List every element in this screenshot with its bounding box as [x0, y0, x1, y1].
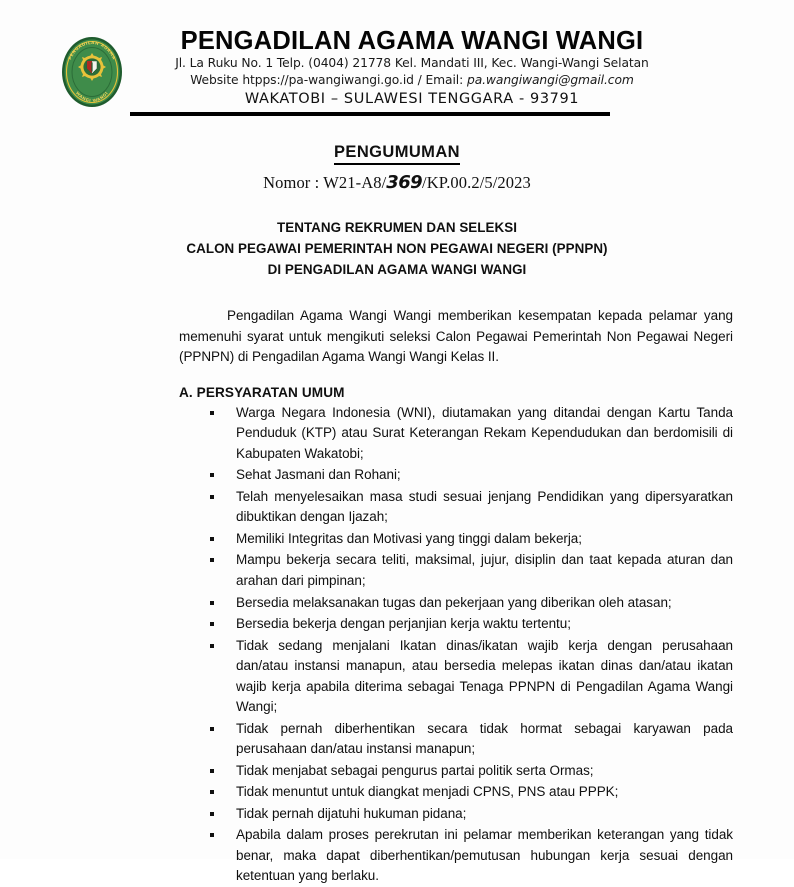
subject-line-3: DI PENGADILAN AGAMA WANGI WANGI — [267, 261, 527, 277]
address-line: Jl. La Ruku No. 1 Telp. (0404) 21778 Kel. Mandati III, Kec. Wangi-Wangi Selatan — [175, 56, 649, 71]
list-item: Sehat Jasmani dan Rohani; — [179, 465, 733, 486]
list-item: Tidak pernah dijatuhi hukuman pidana; — [179, 804, 733, 825]
svg-text:WANGI WANGI: WANGI WANGI — [74, 90, 110, 104]
document-number-prefix: Nomor : W21-A8/ — [263, 173, 387, 193]
letterhead — [0, 0, 794, 109]
list-item: Tidak sedang menjalani Ikatan dinas/ikatan wajib kerja dengan perusahaan dan/atau instansi manapun, atau bersedia melepas ikatan dinas dan/atau ikatan wajib kerja apabila diterima sebagai Tenaga PPNPN di Pengadilan Agama Wangi Wangi; — [179, 636, 733, 718]
letterhead-divider — [130, 112, 610, 116]
intro-paragraph: Pengadilan Agama Wangi Wangi memberikan kesempatan kepada pelamar yang memenuhi syarat untuk mengikuti seleksi Calon Pegawai Pemerintah Non Pegawai Negeri (PPNPN) di Pengadilan Agama Wangi Wangi Kelas II. — [179, 308, 733, 365]
document-title-block — [0, 143, 794, 193]
email-text: pa.wangiwangi@gmail.com — [466, 73, 634, 88]
list-item: Mampu bekerja secara teliti, maksimal, jujur, disiplin dan taat kepada aturan dan arahan dari pimpinan; — [179, 550, 733, 591]
list-item: Tidak menuntut untuk diangkat menjadi CPNS, PNS atau PPPK; — [179, 782, 733, 803]
contact-line — [77, 72, 747, 89]
court-seal-logo — [59, 34, 125, 110]
list-item: Memiliki Integritas dan Motivasi yang tinggi dalam bekerja; — [179, 529, 733, 550]
organization-name: PENGADILAN AGAMA WANGI WANGI — [180, 27, 644, 55]
list-item: Warga Negara Indonesia (WNI), diutamakan yang ditandai dengan Kartu Tanda Penduduk (KTP) atau Surat Keterangan Rekam Kependudukan dan berdomisili di Kabupaten Wakatobi; — [179, 403, 733, 465]
list-item: Tidak menjabat sebagai pengurus partai politik serta Ormas; — [179, 761, 733, 782]
page-title: PENGUMUMAN — [334, 143, 460, 165]
document-number-suffix: /KP.00.2/5/2023 — [422, 173, 531, 193]
letterhead-text — [47, 28, 747, 109]
list-item: Bersedia bekerja dengan perjanjian kerja waktu tertentu; — [179, 614, 733, 635]
list-item: Bersedia melaksanakan tugas dan pekerjaan yang diberikan oleh atasan; — [179, 593, 733, 614]
list-item: Apabila dalam proses perekrutan ini pelamar memberikan keterangan yang tidak benar, maka dapat diberhentikan/pemutusan hubungan kerja sesuai dengan ketentuan yang berlaku. — [179, 825, 733, 887]
region-line: WAKATOBI – SULAWESI TENGGARA - 93791 — [244, 90, 580, 107]
document-body — [61, 306, 733, 886]
general-requirements-list — [179, 403, 733, 887]
svg-text:PENGADILAN AGAMA: PENGADILAN AGAMA — [67, 39, 117, 61]
subject-line-2: CALON PEGAWAI PEMERINTAH NON PEGAWAI NEGERI (PPNPN) — [186, 240, 608, 256]
list-item: Telah menyelesaikan masa studi sesuai jenjang Pendidikan yang dipersyaratkan dibuktikan dengan Ijazah; — [179, 487, 733, 528]
subject-line-1: TENTANG REKRUMEN DAN SELEKSI — [277, 220, 517, 236]
document-number — [0, 172, 794, 193]
list-item: Tidak pernah diberhentikan secara tidak hormat sebagai karyawan pada perusahaan dan/atau instansi manapun; — [179, 719, 733, 760]
subject-block — [0, 218, 794, 280]
document-number-handwritten: 369 — [386, 172, 423, 194]
website-text: Website htpps://pa-wangiwangi.go.id / Email: — [190, 73, 467, 88]
section-heading-a: A. PERSYARATAN UMUM — [179, 384, 345, 400]
